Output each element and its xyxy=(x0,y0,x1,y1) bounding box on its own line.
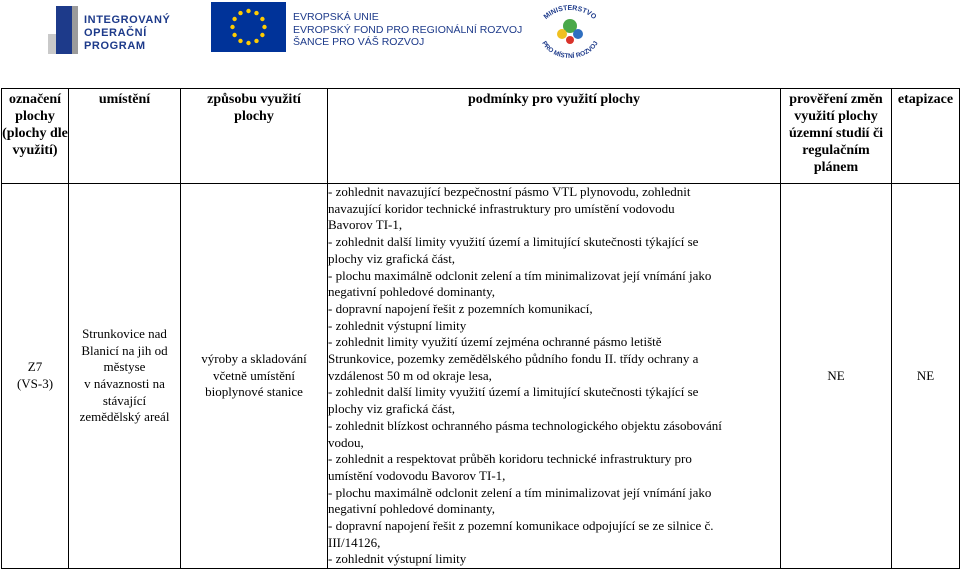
header-study-line-2: využití plochy xyxy=(794,109,878,124)
iop-line-1: INTEGROVANÝ xyxy=(84,14,171,26)
mmr-bottom-text: PRO MÍSTNÍ ROZVOJ xyxy=(540,40,600,58)
header-study xyxy=(781,89,892,184)
header-study-line-1: prověření změn xyxy=(789,92,883,107)
table-header-row xyxy=(2,89,960,184)
condition-line: - zohlednit další limity využití území a limitující skutečnosti týkající se xyxy=(328,234,699,250)
iop-line-2: OPERAČNÍ xyxy=(84,27,147,39)
header-study-line-4: regulačním xyxy=(802,143,870,158)
header-location-label: umístění xyxy=(98,92,151,107)
header-designation-line-1: označení plochy xyxy=(8,92,62,124)
header-use xyxy=(181,89,328,184)
cell-study xyxy=(781,184,892,569)
use-line-3: bioplynové stanice xyxy=(205,384,303,400)
header-use-line-2: plochy xyxy=(234,109,274,124)
eu-line-2: EVROPSKÝ FOND PRO REGIONÁLNÍ ROZVOJ xyxy=(293,23,523,36)
condition-line: - zohlednit výstupní limity xyxy=(328,317,467,333)
condition-line: vodou, xyxy=(328,434,364,450)
location-line-1: Strunkovice nad xyxy=(82,325,167,341)
eu-logo xyxy=(211,2,523,56)
svg-text:MINISTERSTVO xyxy=(543,5,598,21)
eu-line-3: ŠANCE PRO VÁŠ ROZVOJ xyxy=(293,36,425,48)
condition-line: - zohlednit a respektovat průběh koridoru technické infrastruktury pro xyxy=(328,451,692,467)
header-designation xyxy=(2,89,69,184)
cell-conditions xyxy=(328,184,781,569)
iop-logo-text xyxy=(84,14,170,53)
iop-line-3: PROGRAM xyxy=(84,40,146,52)
mmr-logo-icon xyxy=(530,4,610,58)
cell-designation xyxy=(2,184,69,569)
header-use-line-1: způsobu využití xyxy=(207,92,301,107)
cell-location xyxy=(69,184,181,569)
condition-line: - plochu maximálně odclonit zelení a tím minimalizovat její vnímání jako xyxy=(328,484,712,500)
condition-line: negativní pohledové dominanty, xyxy=(328,501,496,517)
condition-line: - zohlednit blízkost ochranného pásma technologického objektu zásobování xyxy=(328,417,722,433)
location-line-2: Blanicí na jih od xyxy=(81,342,168,358)
condition-line: - dopravní napojení řešit z pozemních komunikací, xyxy=(328,300,593,316)
use-line-1: výroby a skladování xyxy=(201,351,307,367)
designation-line-1: Z7 xyxy=(27,359,43,375)
condition-line: - zohlednit limity využití území zejména ochranné pásmo letiště xyxy=(328,334,662,350)
condition-line: - dopravní napojení řešit z pozemní komunikace odpojující se ze silnice č. xyxy=(328,518,714,534)
mmr-top-text: MINISTERSTVO xyxy=(542,4,598,21)
condition-line: - plochu maximálně odclonit zelení a tím minimalizovat její vnímání jako xyxy=(328,267,712,283)
location-line-4: v návaznosti na xyxy=(84,376,165,392)
header-designation-line-3: využití) xyxy=(12,143,58,158)
iop-logo xyxy=(56,6,191,54)
condition-line: vzdálenost 50 m od okraje lesa, xyxy=(328,367,492,383)
condition-line: plochy viz grafická část, xyxy=(328,250,456,266)
condition-line: umístění vodovodu Bavorov TI-1, xyxy=(328,467,506,483)
cell-use xyxy=(181,184,328,569)
condition-line: plochy viz grafická část, xyxy=(328,401,456,417)
condition-line: negativní pohledové dominanty, xyxy=(328,284,496,300)
header-logos xyxy=(0,0,960,62)
condition-line: - zohlednit další limity využití území a limitující skutečnosti týkající se xyxy=(328,384,699,400)
eu-line-1: EVROPSKÁ UNIE xyxy=(293,11,379,23)
iop-mark-icon xyxy=(56,6,72,54)
header-conditions xyxy=(328,89,781,184)
header-staging-label: etapizace xyxy=(897,92,954,107)
use-line-2: včetně umístění xyxy=(213,367,295,383)
staging-value: NE xyxy=(916,367,935,383)
location-line-5: stávající xyxy=(102,392,147,408)
header-staging xyxy=(892,89,960,184)
eu-flag-icon xyxy=(211,2,286,52)
condition-line: navazující koridor technické infrastruktury pro umístění vodovodu xyxy=(328,200,675,216)
cell-staging xyxy=(892,184,960,569)
condition-line: - zohlednit navazující bezpečnostní pásmo VTL plynovodu, zohlednit xyxy=(328,184,691,199)
condition-line: - zohlednit výstupní limity xyxy=(328,551,467,567)
header-designation-line-2: (plochy dle xyxy=(2,126,68,141)
header-conditions-label: podmínky pro využití plochy xyxy=(467,92,641,107)
header-study-line-3: územní studií či xyxy=(788,126,884,141)
eu-logo-text xyxy=(293,11,522,49)
condition-line: Bavorov TI-1, xyxy=(328,217,403,233)
location-line-3: městyse xyxy=(103,359,146,375)
header-location xyxy=(69,89,181,184)
study-value: NE xyxy=(827,367,845,383)
table-row xyxy=(2,184,960,569)
regulation-table xyxy=(1,88,960,569)
location-line-6: zemědělský areál xyxy=(79,409,170,425)
header-study-line-5: plánem xyxy=(813,160,859,175)
condition-line: III/14126, xyxy=(328,534,381,550)
designation-line-2: (VS-3) xyxy=(16,376,54,392)
condition-line: Strunkovice, pozemky zemědělského půdního fondu II. třídy ochrany a xyxy=(328,351,699,367)
